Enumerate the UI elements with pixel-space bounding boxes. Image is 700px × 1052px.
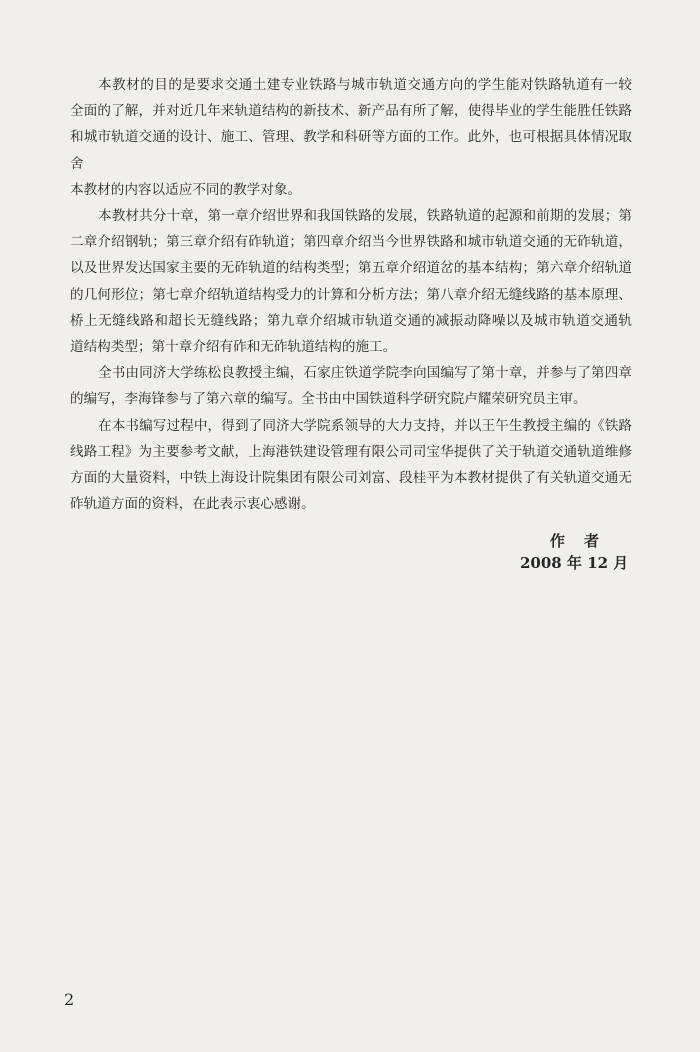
page-number: 2 <box>64 990 75 1009</box>
text-line: 道结构类型；第十章介绍有砟和无砟轨道结构的施工。 <box>70 339 397 356</box>
text-line: 本教材共分十章，第一章介绍世界和我国铁路的发展，铁路轨道的起源和前期的发展；第 <box>98 208 632 225</box>
text-line: 二章介绍钢轨；第三章介绍有砟轨道；第四章介绍当今世界铁路和城市轨道交通的无砟轨道， <box>70 234 632 251</box>
text-line: 的编写，李海锋参与了第六章的编写。全书由中国铁道科学研究院卢耀荣研究员主审。 <box>70 391 587 408</box>
text-line: 方面的大量资料，中铁上海设计院集团有限公司刘富、段桂平为本教材提供了有关轨道交通无 <box>70 470 632 487</box>
paragraph <box>70 413 632 518</box>
text-line: 桥上无缝线路和超长无缝线路；第九章介绍城市轨道交通的减振动降噪以及城市轨道交通轨 <box>70 312 632 329</box>
paragraph <box>70 203 632 360</box>
text-line: 全书由同济大学练松良教授主编，石家庄铁道学院李向国编写了第十章，并参与了第四章 <box>98 365 632 382</box>
paragraph <box>70 72 632 203</box>
text-line: 在本书编写过程中，得到了同济大学院系领导的大力支持，并以王午生教授主编的《铁路 <box>98 417 632 434</box>
text-line: 以及世界发达国家主要的无砟轨道的结构类型；第五章介绍道岔的基本结构；第六章介绍轨道 <box>70 260 632 277</box>
text-line: 本教材的目的是要求交通土建专业铁路与城市轨道交通方向的学生能对铁路轨道有一较 <box>98 77 632 93</box>
signature-date: 2008 年 12 月 <box>520 554 629 572</box>
text-line: 全面的了解，并对近几年来轨道结构的新技术、新产品有所了解，使得毕业的学生能胜任铁路 <box>70 103 632 120</box>
paragraph <box>70 360 632 412</box>
text-line: 本教材的内容以适应不同的教学对象。 <box>70 181 302 198</box>
signature-author: 作 者 <box>550 532 602 550</box>
preface-body <box>70 72 632 517</box>
text-line: 的几何形位；第七章介绍轨道结构受力的计算和分析方法；第八章介绍无缝线路的基本原理、 <box>70 286 632 303</box>
text-line: 线路工程》为主要参考文献，上海港铁建设管理有限公司司宝华提供了关于轨道交通轨道维修 <box>70 443 632 460</box>
text-line: 砟轨道方面的资料，在此表示衷心感谢。 <box>70 496 315 513</box>
text-line: 和城市轨道交通的设计、施工、管理、教学和科研等方面的工作。此外，也可根据具体情况取舍 <box>70 129 632 172</box>
